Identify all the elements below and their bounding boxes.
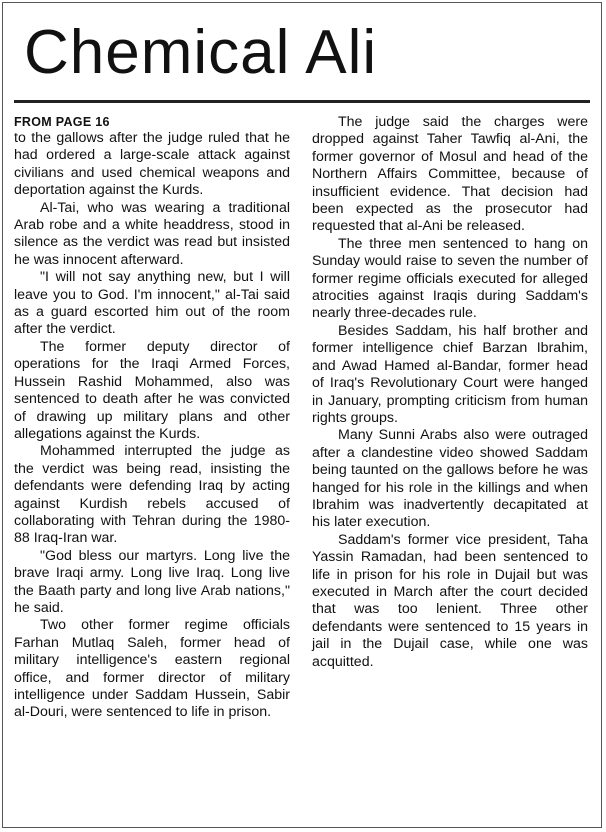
- paragraph: Besides Saddam, his half brother and former intelligence chief Barzan Ibrahim, and Awad Hamed al-Bandar, former head of Iraq's Revolutionary Court were hanged in January, prompting criticism from human rights groups.: [312, 322, 588, 426]
- paragraph: Saddam's former vice president, Taha Yassin Ramadan, had been sentenced to life in prison for his role in Dujail but was executed in March after the court decided that was too lenient. Three other defendants were sentenced to 15 years in jail in the Dujail case, while one was acquitted.: [312, 531, 588, 670]
- paragraph: Many Sunni Arabs also were outraged after a clandestine video showed Saddam being taunted on the gallows before he was hanged for his role in the killings and when Ibrahim was inadvertently decapitated at his later execution.: [312, 427, 588, 531]
- headline: Chemical Ali: [24, 18, 378, 87]
- paragraph: "I will not say anything new, but I will leave you to God. I'm innocent," al-Tai said as a guard escorted him out of the room after the verdict.: [14, 269, 290, 338]
- paragraph: Al-Tai, who was wearing a traditional Arab robe and a white headdress, stood in silence as the verdict was read but insisted he was innocent afterward.: [14, 199, 290, 268]
- paragraph: The judge said the charges were dropped against Taher Tawfiq al-Ani, the former governor of Mosul and head of the Northern Affairs Committee, because of insufficient evidence. That decision had been expected as the prosecutor had requested that al-Ani be released.: [312, 114, 588, 235]
- paragraph: "God bless our martyrs. Long live the brave Iraqi army. Long live Iraq. Long live the Baath party and long live Arab nations," he said.: [14, 547, 290, 616]
- continued-from-label: FROM PAGE 16: [14, 115, 110, 129]
- paragraph: to the gallows after the judge ruled that he had ordered a large-scale attack against civilians and used chemical weapons and deportation against the Kurds.: [14, 130, 290, 199]
- paragraph: The three men sentenced to hang on Sunday would raise to seven the number of former regime officials executed for alleged atrocities against Iraqis during Saddam's nearly three-decades rule.: [312, 235, 588, 322]
- paragraph: Mohammed interrupted the judge as the verdict was being read, insisting the defendants were defending Iraq by acting against Kurdish rebels accused of collaborating with Tehran during the 1980-88 Iraq-Iran war.: [14, 443, 290, 547]
- article-column-right: [312, 114, 588, 671]
- headline-rule: [14, 100, 590, 103]
- paragraph: The former deputy director of operations for the Iraqi Armed Forces, Hussein Rashid Mohammed, also was sentenced to death after he was convicted of drawing up military plans and other allegations against the Kurds.: [14, 338, 290, 442]
- paragraph: Two other former regime officials Farhan Mutlaq Saleh, former head of military intelligence's eastern regional office, and former director of military intelligence under Saddam Hussein, Sabir al-Douri, were sentenced to life in prison.: [14, 617, 290, 721]
- article-column-left: [14, 114, 290, 722]
